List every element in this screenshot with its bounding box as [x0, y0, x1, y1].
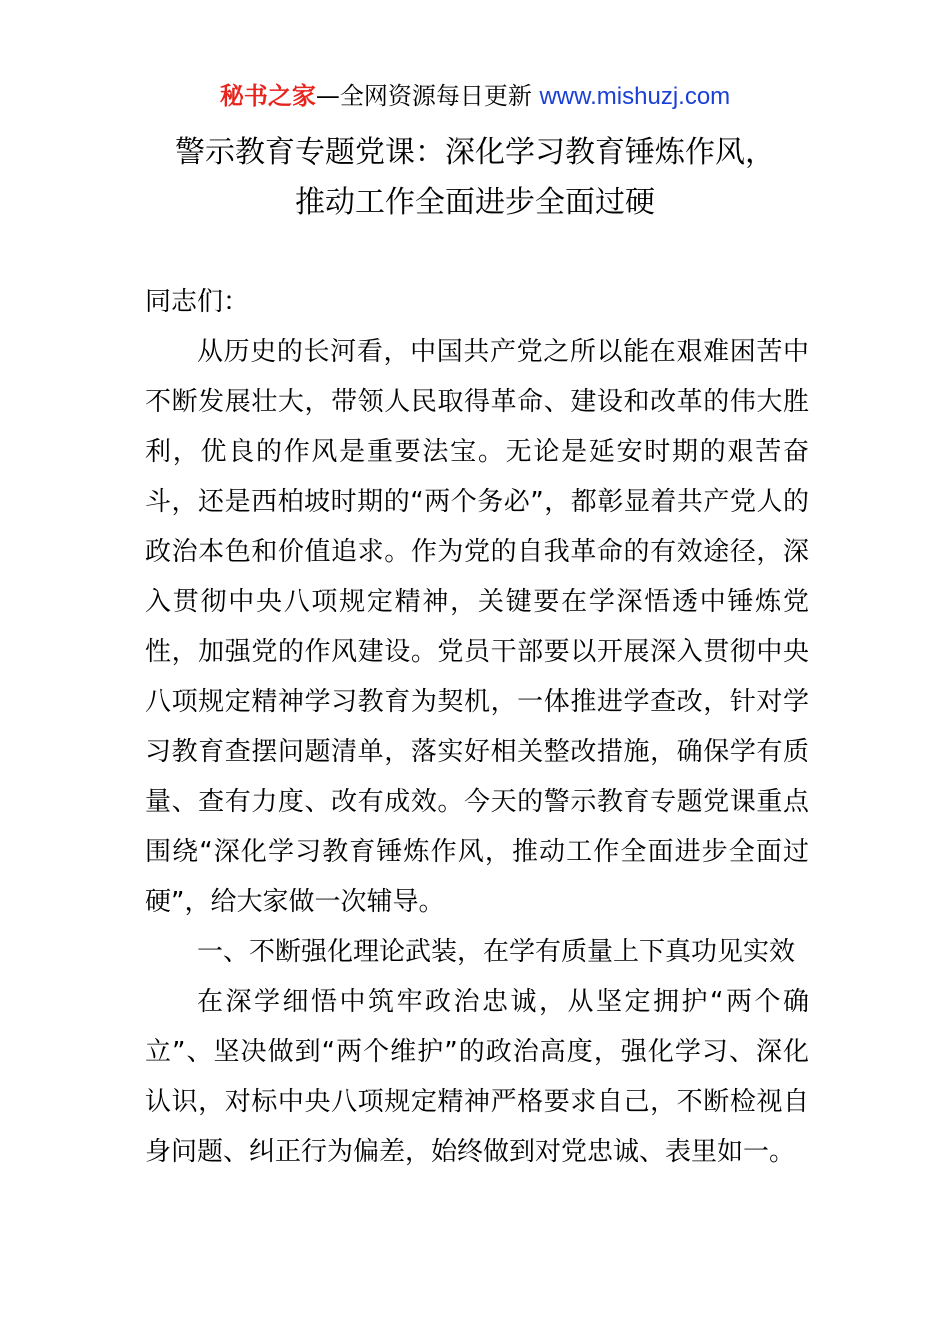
paragraph-section-1: 在深学细悟中筑牢政治忠诚，从坚定拥护“两个确立”、坚决做到“两个维护”的政治高度，强化学习、深化认识，对标中央八项规定精神严格要求自己，不断检视自身问题、纠正行为偏差，始终做到对党忠诚、表里如一。 — [145, 987, 809, 1167]
title-line-1: 警示教育专题党课：深化学习教育锤炼作风， — [175, 135, 775, 170]
site-url-link[interactable]: www.mishuzj.com — [539, 83, 731, 110]
site-tagline: —全网资源每日更新 — [315, 82, 532, 110]
document-body — [145, 277, 809, 1177]
paragraph-intro: 从历史的长河看，中国共产党之所以能在艰难困苦中不断发展壮大，带领人民取得革命、建设和改革的伟大胜利，优良的作风是重要法宝。无论是延安时期的艰苦奋斗，还是西柏坡时期的“两个务必”，都彰显着共产党人的政治本色和价值追求。作为党的自我革命的有效途径，深入贯彻中央八项规定精神，关键要在学深悟透中锤炼党性，加强党的作风建设。党员干部要以开展深入贯彻中央八项规定精神学习教育为契机，一体推进学查改，针对学习教育查摆问题清单，落实好相关整改措施，确保学有质量、查有力度、改有成效。今天的警示教育专题党课重点围绕“深化学习教育锤炼作风，推动工作全面进步全面过硬”，给大家做一次辅导。 — [145, 337, 809, 917]
salutation: 同志们： — [145, 287, 250, 317]
document-title — [0, 128, 950, 228]
title-line-2: 推动工作全面进步全面过硬 — [295, 185, 655, 220]
section-heading-1: 一、不断强化理论武装，在学有质量上下真功见实效 — [197, 937, 796, 967]
site-header — [0, 80, 950, 113]
brand-name: 秘书之家 — [219, 82, 316, 110]
